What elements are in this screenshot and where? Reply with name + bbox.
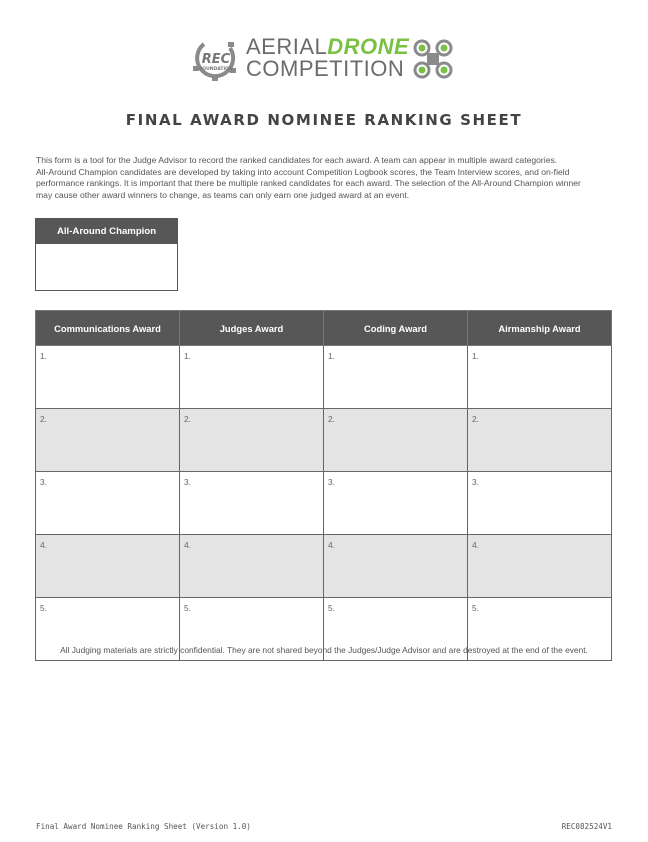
aerial-drone-logo — [190, 36, 460, 82]
all-around-champion-box — [35, 218, 178, 291]
table-row — [36, 409, 612, 472]
footer-document-code: REC082524V1 — [561, 822, 612, 831]
rank-cell[interactable]: 4. — [324, 535, 468, 598]
header-airmanship-award: Airmanship Award — [468, 311, 612, 346]
rank-cell[interactable]: 3. — [36, 472, 180, 535]
header-communications-award: Communications Award — [36, 311, 180, 346]
rank-cell[interactable]: 2. — [468, 409, 612, 472]
rank-cell[interactable]: 4. — [180, 535, 324, 598]
rank-cell[interactable]: 2. — [180, 409, 324, 472]
rank-cell[interactable]: 1. — [468, 346, 612, 409]
brand-line1-accent: DRONE — [327, 34, 410, 59]
awards-ranking-table — [35, 310, 612, 661]
intro-paragraph-1: This form is a tool for the Judge Advisor to record the ranked candidates for each award. A team can appear in multiple award categories. — [36, 155, 558, 165]
awards-header-row — [36, 311, 612, 346]
rank-cell[interactable]: 1. — [36, 346, 180, 409]
intro-text — [36, 155, 596, 201]
rank-cell[interactable]: 3. — [468, 472, 612, 535]
all-around-champion-header: All-Around Champion — [36, 219, 177, 244]
rank-cell[interactable]: 1. — [180, 346, 324, 409]
rank-cell[interactable]: 5. — [180, 598, 324, 661]
confidentiality-notice: All Judging materials are strictly confidential. They are not shared beyond the Judges/Judge Advisor and are destroyed at the end of the event. — [60, 645, 588, 655]
all-around-champion-field[interactable] — [36, 244, 177, 290]
header-judges-award: Judges Award — [180, 311, 324, 346]
table-row — [36, 472, 612, 535]
table-row — [36, 346, 612, 409]
header-coding-award: Coding Award — [324, 311, 468, 346]
rank-cell[interactable]: 4. — [468, 535, 612, 598]
drone-icon — [412, 38, 454, 80]
rank-cell[interactable]: 2. — [36, 409, 180, 472]
rank-cell[interactable]: 3. — [324, 472, 468, 535]
rec-subtext: FOUNDATION — [199, 67, 233, 72]
brand-line1-prefix: AERIAL — [246, 34, 328, 59]
rank-cell[interactable]: 5. — [468, 598, 612, 661]
page-title: FINAL AWARD NOMINEE RANKING SHEET — [125, 111, 523, 129]
rec-text: REC — [201, 52, 231, 67]
rank-cell[interactable]: 4. — [36, 535, 180, 598]
intro-paragraph-2: All-Around Champion candidates are developed by taking into account Competition Logbook scores, the Team Interview scores, and on-field performance rankings. It is important that there be multiple ranked candidates for each award. The selection of the All-Around Champion winner may cause other award winners to change, as teams can only earn one judged award at an event. — [36, 166, 581, 200]
table-row — [36, 535, 612, 598]
rank-cell[interactable]: 5. — [36, 598, 180, 661]
rank-cell[interactable]: 3. — [180, 472, 324, 535]
brand-line2: COMPETITION — [246, 56, 405, 81]
rank-cell[interactable]: 1. — [324, 346, 468, 409]
rec-foundation-gear-icon — [190, 38, 240, 82]
rank-cell[interactable]: 5. — [324, 598, 468, 661]
footer-document-title: Final Award Nominee Ranking Sheet (Version 1.0) — [36, 822, 251, 831]
rank-cell[interactable]: 2. — [324, 409, 468, 472]
brand-wordmark — [246, 36, 409, 80]
